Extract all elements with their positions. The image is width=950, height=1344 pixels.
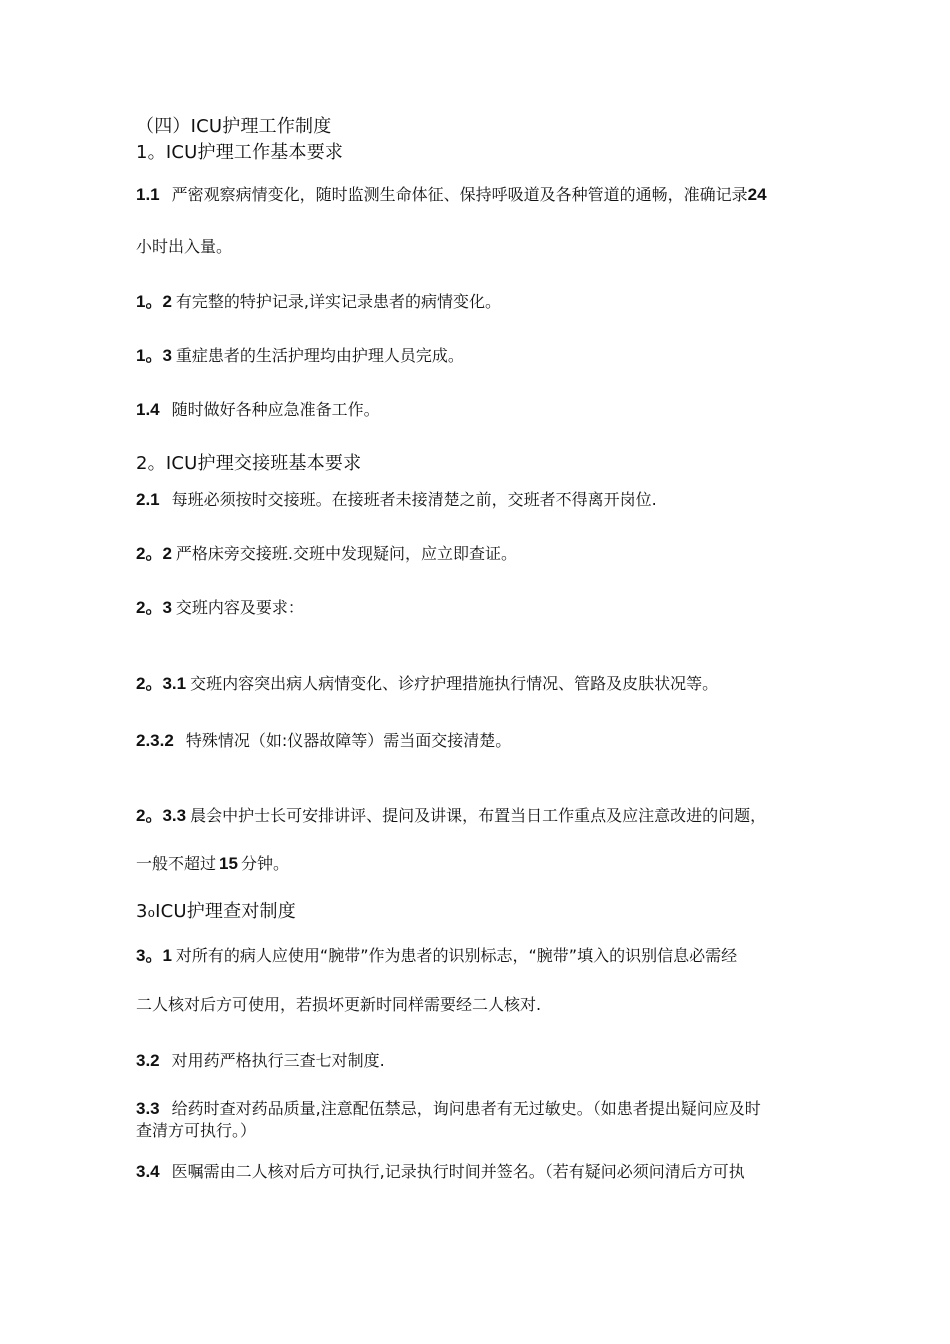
paragraph-3-2 <box>136 1050 385 1072</box>
item-text: 给药时查对药品质量,注意配伍禁忌，询问患者有无过敏史。（如患者提出疑问应及时 <box>171 1099 761 1118</box>
item-number: 2.3.2 <box>136 731 174 750</box>
paragraph-1-3 <box>136 345 464 367</box>
item-number: 2。3.1 <box>136 674 187 693</box>
item-number: 3。1 <box>136 946 172 965</box>
paragraph-1-4 <box>136 399 380 421</box>
paragraph-1-1-continued: 小时出入量。 <box>136 237 233 256</box>
item-number: 3.3 <box>136 1099 160 1118</box>
item-text: 对用药严格执行三查七对制度. <box>171 1051 385 1070</box>
item-text: 有完整的特护记录,详实记录患者的病情变化。 <box>175 292 502 311</box>
item-number: 2。3 <box>136 598 172 617</box>
item-number: 1.1 <box>136 185 160 204</box>
paragraph-1-1 <box>136 184 767 206</box>
item-number: 1.4 <box>136 400 160 419</box>
paragraph-3-1-continued: 二人核对后方可使用，若损坏更新时同样需要经二人核对. <box>136 995 542 1014</box>
paragraph-3-3 <box>136 1098 761 1120</box>
item-number: 2.1 <box>136 490 160 509</box>
item-number: 1。2 <box>136 292 172 311</box>
paragraph-1-2 <box>136 291 501 313</box>
item-text: 交班内容及要求： <box>175 598 304 617</box>
item-text: 每班必须按时交接班。在接班者未接清楚之前，交班者不得离开岗位. <box>171 490 657 509</box>
document-title: （四）ICU护理工作制度 <box>136 116 332 137</box>
item-text: 对所有的病人应使用“腕带”作为患者的识别标志，“腕带”填入的识别信息必需经 <box>175 946 738 965</box>
item-text: 一般不超过 <box>136 854 217 873</box>
paragraph-2-3-2 <box>136 730 511 752</box>
item-number: 3.2 <box>136 1051 160 1070</box>
item-number: 1。3 <box>136 346 172 365</box>
paragraph-2-3-3-continued <box>136 853 289 875</box>
paragraph-3-3-continued: 查清方可执行。） <box>136 1121 257 1140</box>
item-number-inline: 24 <box>747 185 767 204</box>
section-heading-1: 1。ICU护理工作基本要求 <box>136 142 344 163</box>
item-text: 随时做好各种应急准备工作。 <box>171 400 380 419</box>
item-number: 3.4 <box>136 1162 160 1181</box>
item-text: 医嘱需由二人核对后方可执行,记录执行时间并签名。（若有疑问必须问清后方可执 <box>171 1162 745 1181</box>
paragraph-3-4 <box>136 1161 745 1183</box>
section-heading-3: 3₀ICU护理查对制度 <box>136 901 296 922</box>
item-text: 严密观察病情变化，随时监测生命体征、保持呼吸道及各种管道的通畅，准确记录 <box>171 185 748 204</box>
paragraph-2-3 <box>136 597 304 619</box>
item-text: 特殊情况（如:仪器故障等）需当面交接清楚。 <box>185 731 512 750</box>
item-number-inline: 15 <box>219 854 238 873</box>
item-text: 分钟。 <box>240 854 289 873</box>
item-text: 交班内容突出病人病情变化、诊疗护理措施执行情况、管路及皮肤状况等。 <box>190 674 719 693</box>
item-text: 严格床旁交接班.交班中发现疑问，应立即查证。 <box>175 544 518 563</box>
section-heading-2: 2。ICU护理交接班基本要求 <box>136 453 362 474</box>
item-number: 2。3.3 <box>136 806 187 825</box>
paragraph-2-3-1 <box>136 673 718 695</box>
paragraph-2-3-3 <box>136 805 766 827</box>
paragraph-2-2 <box>136 543 517 565</box>
item-text: 晨会中护士长可安排讲评、提问及讲课，布置当日工作重点及应注意改进的问题， <box>190 806 767 825</box>
item-number: 2。2 <box>136 544 172 563</box>
paragraph-2-1 <box>136 489 657 511</box>
paragraph-3-1 <box>136 945 737 967</box>
item-text: 重症患者的生活护理均由护理人员完成。 <box>175 346 464 365</box>
